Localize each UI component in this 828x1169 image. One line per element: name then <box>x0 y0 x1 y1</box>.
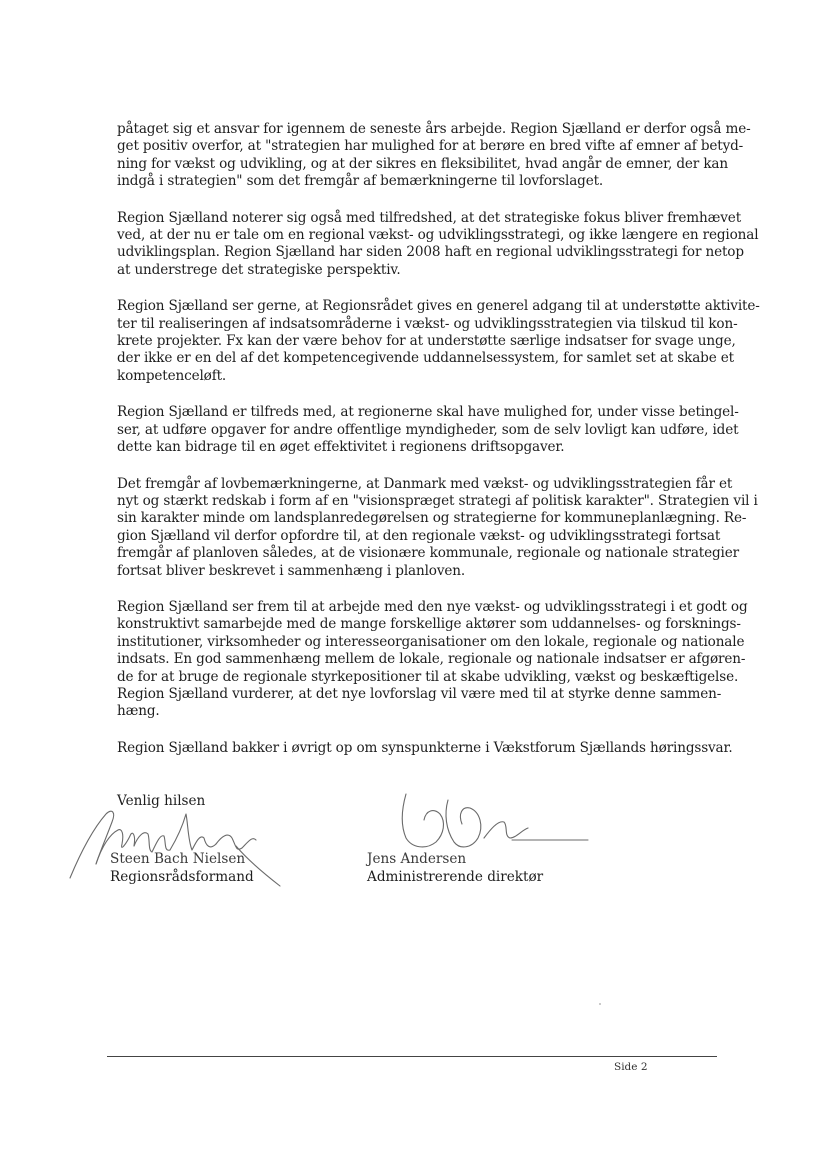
text-line: at understrege det strategiske perspektiv. <box>117 261 401 278</box>
paragraph-1 <box>117 121 751 191</box>
text-line: Det fremgår af lovbemærkningerne, at Danmark med vækst- og udviklingsstrategien får et <box>117 475 733 492</box>
text-line: get positiv overfor, at "strategien har mulighed for at berøre en bred vifte af emner af betyd- <box>117 138 744 155</box>
signatory-title: Regionsrådsformand <box>110 869 254 885</box>
text-line: konstruktivt samarbejde med de mange forskellige aktører som uddannelses- og forsknings- <box>117 616 741 633</box>
text-line: gion Sjælland vil derfor opfordre til, at den regionale vækst- og udviklingsstrategi fortsat <box>117 527 721 544</box>
paragraph-2 <box>117 209 759 280</box>
text-line: institutioner, virksomheder og interesseorganisationer om den lokale, regionale og nationale <box>117 633 745 650</box>
text-line: ning for vækst og udvikling, og at der sikres en fleksibilitet, hvad angår de emner, der kan <box>117 155 728 172</box>
text-line: indsats. En god sammenhæng mellem de lokale, regionale og nationale indsatser er afgøren- <box>117 651 746 668</box>
text-line: krete projekter. Fx kan der være behov for at understøtte særlige indsatser for svage unge, <box>117 333 736 350</box>
footer-divider <box>107 1056 717 1057</box>
signatory-left <box>110 850 254 886</box>
text-line: kompetenceløft. <box>117 367 227 384</box>
paragraph-4 <box>117 404 739 456</box>
text-line: nyt og stærkt redskab i form af en "visionspræget strategi af politisk karakter". Strategien vil i <box>117 492 758 509</box>
text-line: Region Sjælland noterer sig også med tilfredshed, at det strategiske fokus bliver fremhævet <box>117 209 742 226</box>
page-number: Side 2 <box>614 1061 648 1073</box>
text-line: påtaget sig et ansvar for igennem de seneste års arbejde. Region Sjælland er derfor også me- <box>117 121 751 137</box>
paragraph-5 <box>117 475 758 580</box>
text-line: fremgår af planloven således, at de visionære kommunale, regionale og nationale strategier <box>117 545 739 562</box>
text-line: sin karakter minde om landsplanredegørelsen og strategierne for kommuneplanlægning. Re- <box>117 510 747 527</box>
text-line: ser, at udføre opgaver for andre offentlige myndigheder, som de selv lovligt kan udføre, idet <box>117 421 739 438</box>
signatory-name: Jens Andersen <box>367 851 467 867</box>
text-line: Region Sjælland ser frem til at arbejde med den nye vækst- og udviklingsstrategi i et godt og <box>117 598 748 615</box>
text-line: Region Sjælland ser gerne, at Regionsrådet gives en generel adgang til at understøtte aktivite- <box>117 298 760 315</box>
signatory-name: Steen Bach Nielsen <box>110 851 246 867</box>
text-line: Region Sjælland vurderer, at det nye lovforslag vil være med til at styrke denne sammen- <box>117 685 722 702</box>
paragraph-3 <box>117 298 760 385</box>
signatory-title: Administrerende direktør <box>367 869 544 885</box>
text-line: ved, at der nu er tale om en regional vækst- og udviklingsstrategi, og ikke længere en regional <box>117 227 759 244</box>
text-line: udviklingsplan. Region Sjælland har siden 2008 haft en regional udviklingsstrategi for netop <box>117 244 744 261</box>
text-line: indgå i strategien" som det fremgår af bemærkningerne til lovforslaget. <box>117 173 604 190</box>
text-line: ter til realiseringen af indsatsområderne i vækst- og udviklingsstrategien via tilskud til kon- <box>117 315 738 332</box>
text-line: dette kan bidrage til en øget effektivitet i regionens driftsopgaver. <box>117 439 565 456</box>
closing-salutation: Venlig hilsen <box>117 793 206 810</box>
paragraph-6 <box>117 598 748 721</box>
text-line: de for at bruge de regionale styrkepositioner til at skabe udvikling, vækst og beskæftigelse. <box>117 668 739 685</box>
text-line: Region Sjælland bakker i øvrigt op om synspunkterne i Vækstforum Sjællands høringssvar. <box>117 739 733 756</box>
signatory-right <box>367 850 543 886</box>
letter-body <box>117 121 760 811</box>
text-line: Region Sjælland er tilfreds med, at regionerne skal have mulighed for, under visse betingel- <box>117 404 739 421</box>
paragraph-7 <box>117 739 733 757</box>
text-line: fortsat bliver beskrevet i sammenhæng i planloven. <box>117 562 466 579</box>
scan-speck <box>599 1003 601 1005</box>
text-line: der ikke er en del af det kompetencegivende uddannelsessystem, for samlet set at skabe et <box>117 350 734 367</box>
text-line: hæng. <box>117 703 160 720</box>
